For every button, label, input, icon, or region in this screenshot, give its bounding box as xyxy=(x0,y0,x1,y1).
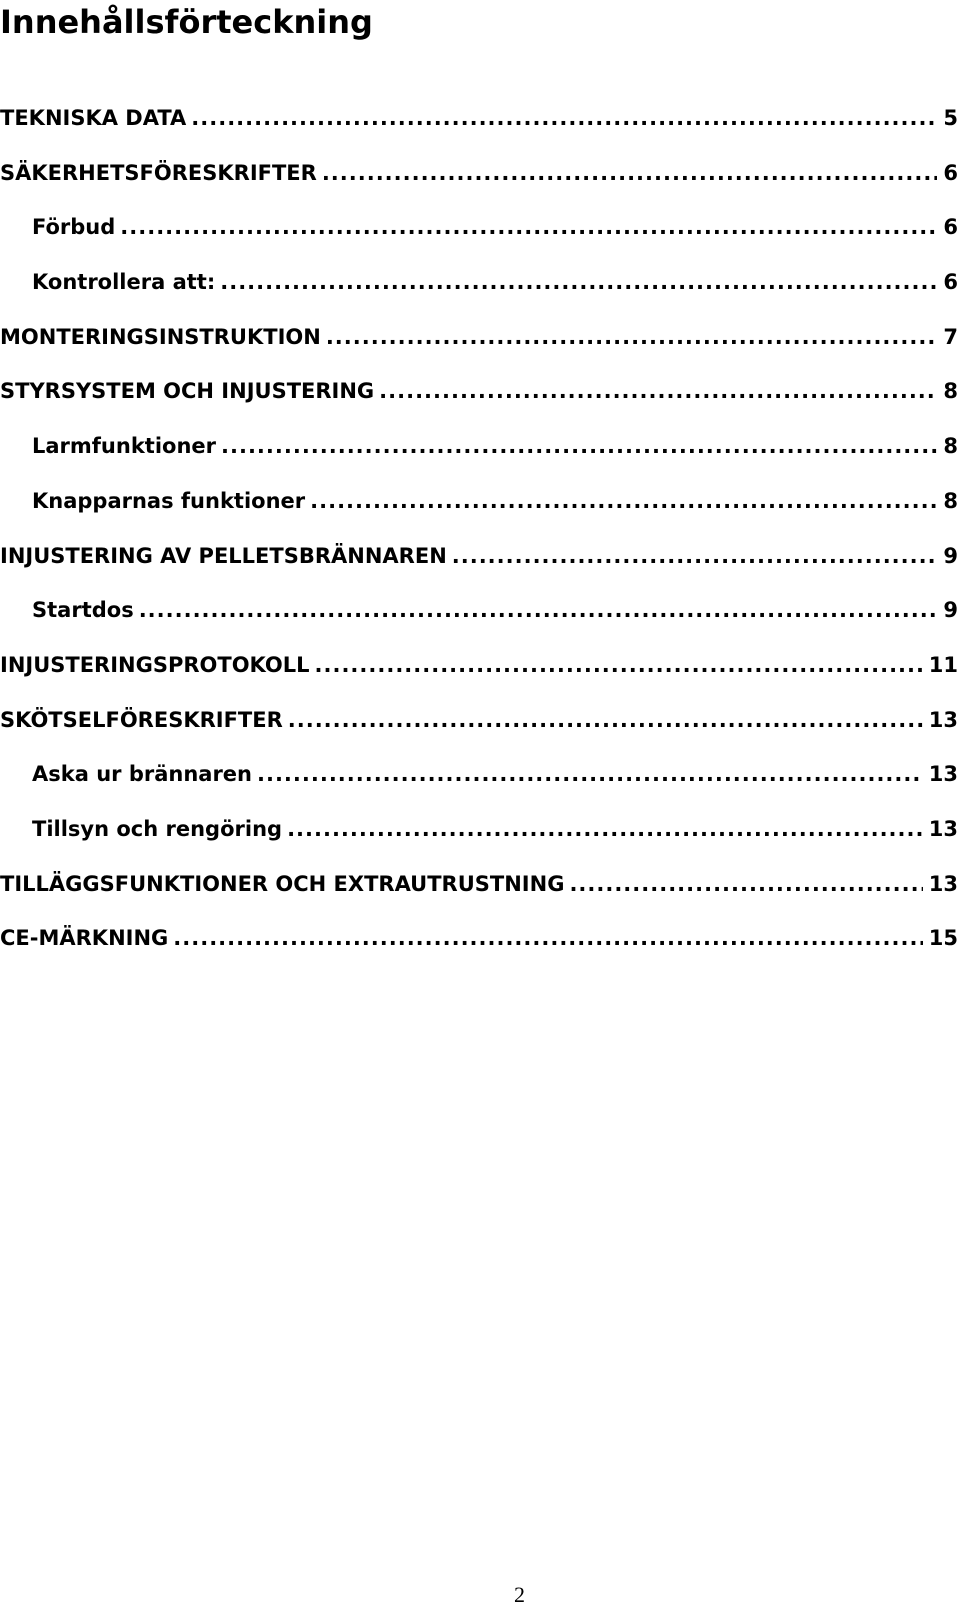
toc-dot-leader xyxy=(257,760,923,788)
toc-entry-injustering-av-pelletsbrannaren[interactable] xyxy=(0,542,958,597)
toc-dot-leader xyxy=(173,924,922,952)
page-number: 2 xyxy=(514,1582,525,1607)
toc-dot-leader xyxy=(288,706,923,734)
toc-entry-page: 9 xyxy=(943,598,958,623)
toc-dot-leader xyxy=(379,377,937,405)
toc-entry-sakerhetsforeskrifter[interactable] xyxy=(0,159,958,214)
toc-entry-monteringsinstruktion[interactable] xyxy=(0,323,958,378)
toc-entry-injusteringsprotokoll[interactable] xyxy=(0,651,958,706)
toc-dot-leader xyxy=(315,651,923,679)
toc-entry-larmfunktioner[interactable] xyxy=(0,432,958,487)
toc-entry-title: Förbud xyxy=(32,215,116,240)
toc-dot-leader xyxy=(120,213,937,241)
toc-entry-title: CE-MÄRKNING xyxy=(0,926,169,951)
toc-entry-skotselforeskrifter[interactable] xyxy=(0,706,958,761)
toc-dot-leader xyxy=(310,487,937,515)
toc-dot-leader xyxy=(287,815,923,843)
page-title: Innehållsförteckning xyxy=(0,3,373,41)
table-of-contents xyxy=(0,104,958,979)
toc-dot-leader xyxy=(322,159,938,187)
toc-entry-title: INJUSTERING AV PELLETSBRÄNNAREN xyxy=(0,543,447,568)
toc-entry-page: 7 xyxy=(943,324,958,349)
toc-entry-page: 9 xyxy=(943,543,958,568)
toc-entry-startdos[interactable] xyxy=(0,596,958,651)
toc-dot-leader xyxy=(221,432,937,460)
toc-entry-page: 13 xyxy=(928,816,958,841)
toc-entry-tillaggsfunktioner-och-extrautrustning[interactable] xyxy=(0,870,958,925)
toc-entry-page: 8 xyxy=(943,379,958,404)
toc-entry-title: Tillsyn och rengöring xyxy=(32,816,283,841)
toc-dot-leader xyxy=(139,596,938,624)
toc-entry-title: MONTERINGSINSTRUKTION xyxy=(0,324,321,349)
toc-entry-title: SÄKERHETSFÖRESKRIFTER xyxy=(0,160,317,185)
toc-entry-title: Startdos xyxy=(32,598,134,623)
toc-entry-styrsystem-och-injustering[interactable] xyxy=(0,377,958,432)
toc-entry-page: 8 xyxy=(943,434,958,459)
toc-entry-knapparnas-funktioner[interactable] xyxy=(0,487,958,542)
toc-entry-aska-ur-brannaren[interactable] xyxy=(0,760,958,815)
toc-dot-leader xyxy=(191,104,937,132)
toc-entry-ce-markning[interactable] xyxy=(0,924,958,979)
toc-entry-page: 5 xyxy=(943,106,958,130)
toc-entry-page: 6 xyxy=(943,215,958,240)
toc-entry-page: 15 xyxy=(928,926,958,951)
toc-entry-forbud[interactable] xyxy=(0,213,958,268)
toc-entry-title: SKÖTSELFÖRESKRIFTER xyxy=(0,707,283,732)
toc-entry-title: Knapparnas funktioner xyxy=(32,488,306,513)
toc-entry-page: 13 xyxy=(928,762,958,787)
toc-entry-tillsyn-och-rengoring[interactable] xyxy=(0,815,958,870)
toc-entry-page: 13 xyxy=(928,707,958,732)
toc-dot-leader xyxy=(452,542,938,570)
toc-entry-kontrollera-att[interactable] xyxy=(0,268,958,323)
toc-entry-title: TEKNISKA DATA xyxy=(0,106,187,130)
toc-entry-tekniska-data[interactable] xyxy=(0,104,958,159)
toc-entry-page: 13 xyxy=(928,871,958,896)
toc-entry-page: 6 xyxy=(943,270,958,295)
toc-dot-leader xyxy=(220,268,937,296)
toc-entry-title: INJUSTERINGSPROTOKOLL xyxy=(0,652,310,677)
toc-dot-leader xyxy=(569,870,922,898)
toc-entry-title: Kontrollera att: xyxy=(32,270,216,295)
toc-entry-title: Larmfunktioner xyxy=(32,434,217,459)
toc-entry-title: STYRSYSTEM OCH INJUSTERING xyxy=(0,379,375,404)
toc-entry-title: Aska ur brännaren xyxy=(32,762,252,787)
toc-dot-leader xyxy=(326,323,938,351)
toc-entry-page: 8 xyxy=(943,488,958,513)
toc-entry-page: 11 xyxy=(928,652,958,677)
toc-entry-page: 6 xyxy=(943,160,958,185)
toc-entry-title: TILLÄGGSFUNKTIONER OCH EXTRAUTRUSTNING xyxy=(0,871,565,896)
